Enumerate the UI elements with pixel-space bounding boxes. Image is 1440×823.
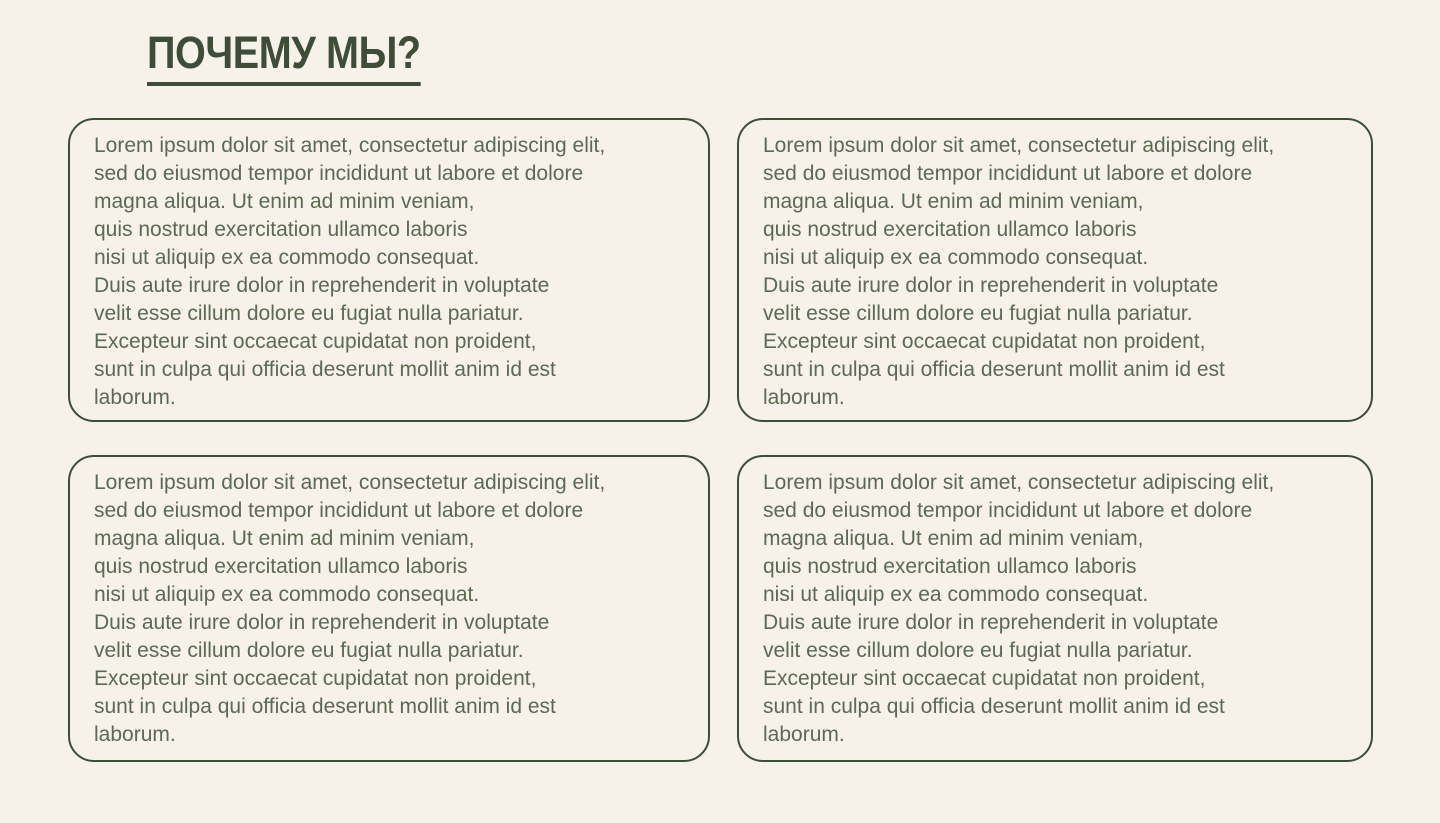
card-text-line: sunt in culpa qui officia deserunt mollit anim id est bbox=[94, 695, 556, 718]
card-text bbox=[94, 469, 692, 749]
card-text-line: magna aliqua. Ut enim ad minim veniam, bbox=[763, 190, 1144, 213]
card-text-line: laborum. bbox=[94, 386, 176, 409]
card-text-line: magna aliqua. Ut enim ad minim veniam, bbox=[94, 190, 475, 213]
card-text-line: nisi ut aliquip ex ea commodo consequat. bbox=[763, 246, 1149, 269]
card-text-line: quis nostrud exercitation ullamco laboris bbox=[94, 218, 468, 241]
card-text-line: velit esse cillum dolore eu fugiat nulla pariatur. bbox=[94, 302, 524, 325]
info-card-top-left bbox=[68, 118, 710, 422]
card-text-line: Excepteur sint occaecat cupidatat non proident, bbox=[763, 330, 1206, 353]
card-text-line: Excepteur sint occaecat cupidatat non proident, bbox=[94, 330, 537, 353]
page-title: ПОЧЕМУ МЫ? bbox=[147, 30, 421, 86]
card-text-line: sunt in culpa qui officia deserunt mollit anim id est bbox=[94, 358, 556, 381]
card-text-line: Lorem ipsum dolor sit amet, consectetur adipiscing elit, bbox=[94, 471, 606, 494]
info-card-bottom-right bbox=[737, 455, 1373, 762]
card-text-line: Lorem ipsum dolor sit amet, consectetur adipiscing elit, bbox=[763, 134, 1275, 157]
card-text-line: Lorem ipsum dolor sit amet, consectetur adipiscing elit, bbox=[94, 134, 606, 157]
card-text-line: laborum. bbox=[763, 723, 845, 746]
cards-grid bbox=[68, 118, 1373, 762]
card-text bbox=[94, 132, 692, 412]
card-text-line: Duis aute irure dolor in reprehenderit in voluptate bbox=[763, 274, 1219, 297]
card-text-line: velit esse cillum dolore eu fugiat nulla pariatur. bbox=[94, 639, 524, 662]
card-text-line: sed do eiusmod tempor incididunt ut labore et dolore bbox=[763, 499, 1253, 522]
card-text-line: sed do eiusmod tempor incididunt ut labore et dolore bbox=[94, 162, 584, 185]
card-text bbox=[763, 132, 1355, 412]
card-text-line: laborum. bbox=[94, 723, 176, 746]
card-text-line: quis nostrud exercitation ullamco laboris bbox=[94, 555, 468, 578]
card-text bbox=[763, 469, 1355, 749]
card-text-line: magna aliqua. Ut enim ad minim veniam, bbox=[763, 527, 1144, 550]
card-text-line: velit esse cillum dolore eu fugiat nulla pariatur. bbox=[763, 302, 1193, 325]
card-text-line: sed do eiusmod tempor incididunt ut labore et dolore bbox=[94, 499, 584, 522]
info-card-bottom-left bbox=[68, 455, 710, 762]
card-text-line: Duis aute irure dolor in reprehenderit in voluptate bbox=[763, 611, 1219, 634]
title-block bbox=[147, 27, 458, 86]
card-text-line: Duis aute irure dolor in reprehenderit in voluptate bbox=[94, 274, 550, 297]
card-text-line: Duis aute irure dolor in reprehenderit in voluptate bbox=[94, 611, 550, 634]
card-text-line: nisi ut aliquip ex ea commodo consequat. bbox=[763, 583, 1149, 606]
card-text-line: laborum. bbox=[763, 386, 845, 409]
card-text-line: sunt in culpa qui officia deserunt mollit anim id est bbox=[763, 358, 1225, 381]
card-text-line: magna aliqua. Ut enim ad minim veniam, bbox=[94, 527, 475, 550]
card-text-line: Lorem ipsum dolor sit amet, consectetur adipiscing elit, bbox=[763, 471, 1275, 494]
card-text-line: Excepteur sint occaecat cupidatat non proident, bbox=[763, 667, 1206, 690]
card-text-line: quis nostrud exercitation ullamco laboris bbox=[763, 218, 1137, 241]
card-text-line: velit esse cillum dolore eu fugiat nulla pariatur. bbox=[763, 639, 1193, 662]
card-text-line: nisi ut aliquip ex ea commodo consequat. bbox=[94, 246, 480, 269]
info-card-top-right bbox=[737, 118, 1373, 422]
card-text-line: quis nostrud exercitation ullamco laboris bbox=[763, 555, 1137, 578]
card-text-line: sunt in culpa qui officia deserunt mollit anim id est bbox=[763, 695, 1225, 718]
card-text-line: nisi ut aliquip ex ea commodo consequat. bbox=[94, 583, 480, 606]
card-text-line: sed do eiusmod tempor incididunt ut labore et dolore bbox=[763, 162, 1253, 185]
card-text-line: Excepteur sint occaecat cupidatat non proident, bbox=[94, 667, 537, 690]
